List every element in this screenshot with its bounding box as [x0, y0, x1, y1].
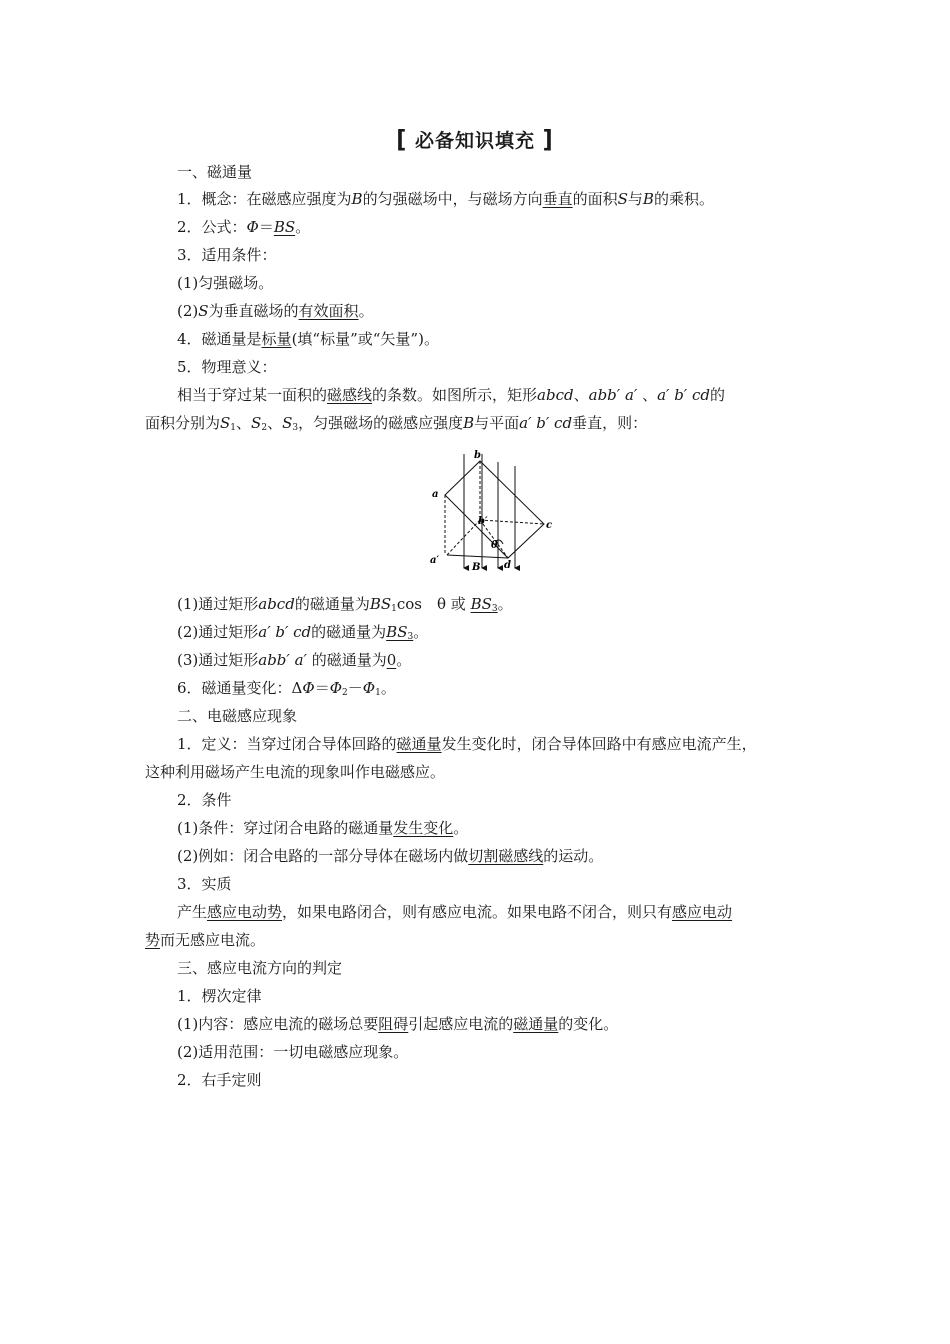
symbol-phi: Φ: [362, 679, 376, 697]
sec1-meaning-line1: [177, 381, 810, 409]
sec1-scalar: [177, 325, 810, 353]
subscript: 2: [261, 423, 268, 433]
text: (1)通过矩形: [177, 595, 259, 613]
text: 的面积: [572, 190, 618, 208]
text: 、: [637, 386, 658, 404]
symbol: a′ b′ cd: [258, 623, 312, 641]
label-a-prime: a′: [430, 555, 440, 566]
symbol: S: [282, 414, 293, 432]
answer-blank: 磁通量: [513, 1015, 559, 1033]
text: 4．磁通量是: [177, 330, 262, 348]
symbol: B: [463, 414, 475, 432]
text: (2)例如：闭合电路的一部分导体在磁场内做: [177, 847, 469, 865]
text: 的乘积。: [653, 190, 714, 208]
text: 的变化。: [558, 1015, 619, 1033]
subscript: 3: [292, 423, 299, 433]
heading-bracket-left: [: [396, 126, 408, 155]
text: 1．定义：当穿过闭合导体回路的: [177, 735, 397, 753]
sec2-title: 二、电磁感应现象: [177, 707, 298, 725]
answer-blank: 发生变化: [393, 819, 454, 837]
sec1-meaning-line2: [145, 409, 810, 442]
text: 的运动。: [543, 847, 604, 865]
answer-blank: 感应电动势: [207, 903, 283, 921]
sec2-definition: [177, 730, 810, 758]
sec1-formula: [177, 213, 810, 241]
text: 。: [380, 679, 396, 697]
text: 。: [358, 302, 374, 320]
text: ，如果电路闭合，则有感应电流。如果电路不闭合，则只有: [282, 903, 673, 921]
text: 。: [413, 623, 429, 641]
answer-blank: BS: [470, 595, 492, 613]
text: (填“标量”或“矢量”)。: [291, 330, 439, 348]
text: 6．磁通量变化：Δ: [177, 679, 303, 697]
symbol: BS: [369, 595, 392, 613]
sec3-right-hand-rule: 2．右手定则: [177, 1071, 262, 1089]
text: 发生变化时，闭合导体回路中有感应电流产生，: [441, 735, 757, 753]
section-heading: [0, 126, 950, 153]
symbol-phi: Φ: [329, 679, 343, 697]
text: 的: [709, 386, 725, 404]
text: 的条数。如图所示，矩形: [372, 386, 538, 404]
answer-blank: 标量: [261, 330, 292, 348]
text: (3)通过矩形: [177, 651, 259, 669]
text: 面积分别为: [145, 414, 221, 432]
symbol: S: [220, 414, 231, 432]
text: 的匀强磁场中，与磁场方向: [362, 190, 543, 208]
symbol: S: [251, 414, 262, 432]
text: 。: [295, 218, 311, 236]
sec3-lenz-title: 1．楞次定律: [177, 987, 262, 1005]
subscript: 1: [375, 688, 381, 698]
answer-blank: BS: [273, 218, 296, 236]
text: 、: [573, 386, 589, 404]
sec3-lenz-scope: (2)适用范围：一切电磁感应现象。: [177, 1043, 409, 1061]
text: 的磁通量为: [311, 623, 387, 641]
text: 、: [267, 414, 283, 432]
answer-blank: 有效面积: [298, 302, 359, 320]
label-b: b: [474, 450, 481, 461]
symbol-phi: Φ: [302, 679, 315, 697]
symbol-S: S: [198, 302, 209, 320]
sec2-essence-title: 3．实质: [177, 875, 232, 893]
symbol-B: B: [351, 190, 363, 208]
text: (1)条件：穿过闭合电路的磁通量: [177, 819, 394, 837]
answer-blank: 势: [145, 931, 161, 949]
answer-blank: 阻碍: [378, 1015, 409, 1033]
text: 1．概念：在磁感应强度为: [177, 190, 352, 208]
answer-blank: 垂直: [542, 190, 573, 208]
text: 为垂直磁场的: [208, 302, 299, 320]
text: 的磁通量为: [294, 595, 370, 613]
sec1-result-3: [177, 646, 810, 674]
text: 与平面: [474, 414, 520, 432]
answer-blank: 0: [386, 651, 397, 669]
text: 相当于穿过某一面积的: [177, 386, 328, 404]
answer-blank: 磁通量: [396, 735, 442, 753]
text: 。: [396, 651, 412, 669]
text: 垂直，则：: [572, 414, 648, 432]
text: ，匀强磁场的磁感应强度: [298, 414, 464, 432]
symbol-B: B: [642, 190, 654, 208]
answer-blank: 感应电动: [672, 903, 733, 921]
label-a: a: [432, 489, 439, 500]
subscript: 1: [391, 604, 397, 614]
subscript: 3: [491, 604, 498, 614]
flux-diagram: [420, 448, 560, 578]
heading-title: 必备知识填充: [414, 130, 535, 152]
text: ＝: [314, 679, 330, 697]
heading-bracket-right: ]: [542, 126, 554, 155]
sec2-definition-line2: 这种利用磁场产生电流的现象叫作电磁感应。: [145, 763, 446, 781]
answer-blank: BS: [386, 623, 408, 641]
sec2-essence-line2: [145, 926, 810, 954]
symbol-S: S: [617, 190, 628, 208]
subscript: 2: [342, 688, 348, 698]
symbol: abb′ a′: [588, 386, 638, 404]
text: 而无感应电流。: [160, 931, 266, 949]
label-c: c: [546, 520, 553, 531]
label-theta: θ: [491, 540, 498, 551]
text: 引起感应电流的: [408, 1015, 514, 1033]
sec1-title: 一、磁通量: [177, 163, 253, 181]
sec3-lenz-content: [177, 1010, 810, 1038]
sec3-title: 三、感应电流方向的判定: [177, 959, 343, 977]
text: 与: [627, 190, 643, 208]
answer-blank: 切割磁感线: [468, 847, 544, 865]
text: －: [347, 679, 363, 697]
answer-blank: 磁感线: [327, 386, 373, 404]
subscript: 3: [407, 632, 414, 642]
sec1-condition-2: [177, 297, 810, 325]
text: 产生: [177, 903, 208, 921]
label-d: d: [504, 560, 511, 571]
sec2-condition-title: 2．条件: [177, 791, 232, 809]
symbol: a′ b′ cd: [657, 386, 710, 404]
sec1-conditions: 3．适用条件：: [177, 246, 277, 264]
sec2-condition-2: [177, 842, 810, 870]
sec2-condition-1: [177, 814, 810, 842]
text: 。: [497, 595, 513, 613]
text: (2): [177, 302, 199, 320]
symbol: abcd: [537, 386, 574, 404]
text: 2．公式：: [177, 218, 247, 236]
label-B: B: [472, 562, 481, 573]
sec1-concept: [177, 185, 810, 213]
symbol: abcd: [258, 595, 295, 613]
text: 、: [236, 414, 252, 432]
sec1-meaning: 5．物理意义：: [177, 358, 277, 376]
sec1-condition-1: (1)匀强磁场。: [177, 274, 274, 292]
text: cos θ 或: [396, 595, 471, 613]
label-b-prime: b′: [478, 516, 488, 527]
subscript: 1: [230, 423, 237, 433]
symbol: a′ b′ cd: [519, 414, 573, 432]
text: (1)内容：感应电流的磁场总要: [177, 1015, 379, 1033]
symbol-phi: Φ: [246, 218, 259, 236]
sec2-essence: [177, 898, 810, 926]
text: (2)通过矩形: [177, 623, 259, 641]
text: ＝: [258, 218, 274, 236]
text: 的磁通量为: [306, 651, 387, 669]
symbol: abb′ a′: [258, 651, 307, 669]
text: 。: [453, 819, 469, 837]
